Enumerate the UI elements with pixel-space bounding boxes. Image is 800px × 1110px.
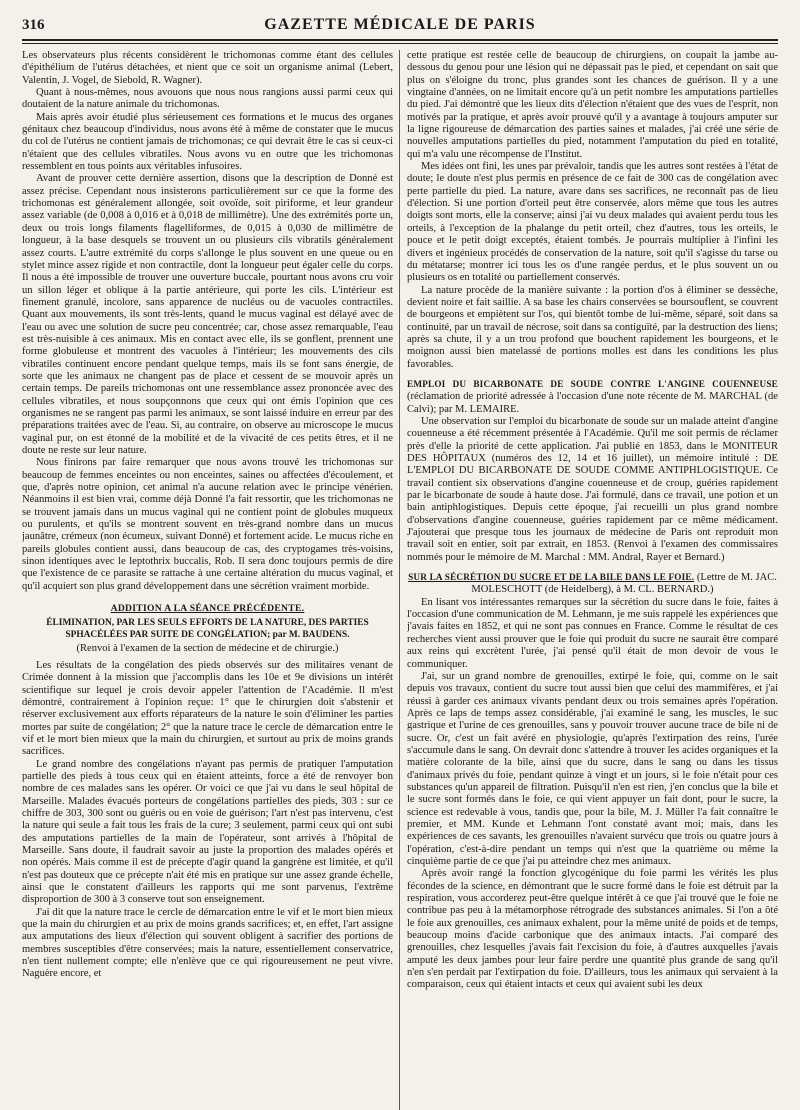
text-columns	[22, 50, 778, 1110]
paragraph: J'ai, sur un grand nombre de grenouilles, extirpé le foie, qui, comme on le sait depuis vos travaux, contient du sucre tout aussi bien que celui des mammifères, et j'ai réussi à garder ces animaux vivants pendant deux ou trois semaines après l'opération. Après ce laps de temps assez considérable, j'ai examiné le sang, les muscles, le suc gastrique et l'urine de ces grenouilles, sans y pouvoir trouver aucune trace de bile ni de sucre. Or, c'est un fait avéré en physiologie, qu'après l'extirpation des reins, l'urée s'accumule dans le sang. On devrait donc s'attendre à trouver les acides organiques et la matière colorante de la bile, ainsi que du sucre, dans le sang ou dans les tissus d'animaux privés du foie, pendant quinze à vingt et un jours, si le foie n'était pour ces substances qu'un appareil de filtration. Puisqu'il n'en est rien, j'en conclus que la bile et le sucre sont formés dans le foie, ce qui vient appuyer un fait dont, pour le sucre, la science est redevable à vous, tandis que, pour la bile, M. J. Müller l'a fait connaître le premier, et MM. Kunde et Lehmann l'ont constaté avant moi; mais, dans les expériences de ces savants, les grenouilles n'avaient survécu que trois ou quatre jours à l'opération, c'est-à-dire pendant un temps qui n'est que la quatrième ou même la cinquième partie de ce que j'ai pu atteindre chez mes animaux.	[407, 670, 778, 867]
article-title: ÉLIMINATION, PAR LES SEULS EFFORTS DE LA NATURE, DES PARTIES SPHACÉLÉES PAR SUITE DE CONGÉLATION; par M. BAUDENS.	[46, 618, 369, 640]
column-divider	[399, 50, 400, 1110]
article-heading-secretion	[407, 571, 778, 597]
paragraph: Une observation sur l'emploi du bicarbonate de soude sur un malade atteint d'angine couenneuse a été récemment présentée à l'Académie. Qu'il me soit permis de réclamer près d'elle la priorité de cette application. J'ai publié en 1853, dans le MONITEUR DES HÔPITAUX (numéros des 12, 14 et 16 juillet), un mémoire intitulé : DE L'EMPLOI DU BICARBONATE DE SOUDE COMME ANTIPHLOGISTIQUE. Ce travail contient six observations d'angine couenneuse et de croup, guéries rapidement par le bicarbonate de soude à haute dose. J'ai formulé, dans ce travail, une potion et un bain antiphlogistiques. Depuis cette époque, j'ai recueilli un plus grand nombre d'observations d'angine couenneuse, guéries rapidement par ce même médicament. J'ajouterai que presque tous les journaux de médecine de Paris ont reproduit mon travail soit en entier, soit par extrait, en 1853. (Renvoi à l'examen des commissaires nommés pour le mémoire de M. Marchal : MM. Andral, Rayer et Bernard.)	[407, 415, 778, 563]
right-column	[407, 50, 778, 1110]
paragraph: Nous finirons par faire remarquer que nous avons trouvé les trichomonas sur beaucoup de femmes enceintes ou non enceintes, saines ou affectées d'écoulement, et que, d'après notre opinion, cet animal n'a aucune relation avec le principe vénérien. Néanmoins il est bien vrai, comme déjà Donné l'a fait ressortir, que les trichomonas ne se trouvent jamais dans un mucus vaginal qui ne contient point de globules muqueux ou purulents, et qu'ils se montrent souvent en très-grand nombre dans un mucus jaunâtre, crémeux (non écumeux, suivant Donné) et fortement acide. Le mucus riche en pareils globules contient aussi, dans beaucoup de cas, des cryptogames très-voisins, sinon identiques avec le leptothrix buccalis, Rob. Il sera donc toujours permis de dire que l'existence de ce parasite se rattache à une certaine altération du mucus vaginal, et qu'il acquiert son plus grand développement dans une sécrétion vraiment morbide.	[22, 457, 393, 592]
left-column	[22, 50, 393, 1110]
paragraph: J'ai dit que la nature trace le cercle de démarcation entre le vif et le mort bien mieux que la main du chirurgien et au prix de moins grands sacrifices; et, en effet, l'art assigne aux amputations des lieux d'élection qui souvent obligent à sacrifier des portions de membres susceptibles d'être conservées; mais la nature, essentiellement conservatrice, n'en tient nullement compte; elle n'enlève que ce qui rigoureusement ne peut vivre. Naguère encore, et	[22, 906, 393, 980]
article-heading-lead: SUR LA SÉCRÉTION DU SUCRE ET DE LA BILE DANS LE FOIE.	[408, 572, 695, 583]
paragraph: Avant de prouver cette dernière assertion, disons que la description de Donné est assez précise. Cependant nous insisterons particulièrement sur ce que la forme des trichomonas est généralement allongée, soit ovoïde, soit piriforme, et leur grandeur assez variable (de 0,008 à 0,016 et à 0,018 de millimètre). Une des extrémités porte un, deux ou trois longs filaments flagelliformes, de 0,015 à 0,030 de millimètre de longueur, à la base desquels se trouvent un ou plusieurs cils vibratils généralement assez courts. L'autre extrémité du corps s'allonge le plus souvent en une queue ou en stylet mince assez rigide et non contractile, dont la longueur peut égaler celle du corps. Il nous a été impossible de trouver une ouverture buccale, pourtant nous avons cru voir un sillon léger et oblique à la partie antérieure, qui porte les cils. L'intérieur est finement granulé, incolore, sans apparence de nucléus ou de vacuoles contractiles. Quant aux mouvements, ils sont très-lents, quand le mucus vaginal est délayé avec de l'eau ou avec une solution de sucre peu concentrée; car, chose assez remarquable, l'eau est très-nuisible à ces animaux. Mis en contact avec elle, ils se gonflent, prennent une forme globuleuse et montrent des vacuoles à l'intérieur; les mouvements des cils vibratiles continuent encore pendant quelque temps, mais ils se font sans énergie, de sorte que les animaux ne changent pas de place et cessent de se mouvoir après un certain temps. De pareils trichomonas ont une ressemblance assez prononcée avec des cellules vibratiles, et nous soupçonnons que ceux qui ont émis l'opinion que ces organismes ne se rangent pas parmi les animaux, se sont laissé induire en erreur par des préparations traitées avec de l'eau. Si, au contraire, on observe au microscope le mucus vaginal pur, on est étonné de la mobilité et de la vivacité de ces petits êtres, et il ne doute ne reste sur leur nature.	[22, 173, 393, 456]
paragraph: cette pratique est restée celle de beaucoup de chirurgiens, on coupait la jambe au-dessous du genou pour une lésion qui ne dépassait pas le pied, et cependant on sait que plus on s'éloigne du tronc, plus grandes sont les chances de guérison. Il y a une vingtaine d'années, on ne limitait encore qu'à un petit nombre les amputations partielles du pied. J'ai démontré que les lieux dits d'élection n'étaient que des vues de l'esprit, non motivés par la pratique, et après avoir prouvé qu'il y a avantage à toujours amputer sur la ligne rigoureuse de démarcation des parties saines et malades, j'ai créé une série de nouvelles amputations partielles du pied, notamment l'amputation du pied en totalité, qui m'a valu une récompense de l'Institut.	[407, 50, 778, 160]
paragraph: Le grand nombre des congélations n'ayant pas permis de pratiquer l'amputation partielle des pieds à tous ceux qui en étaient atteints, force a été de renvoyer bon nombre de ces malades sans les opérer. Or voici ce que j'ai vu dans le seul hôpital de Marseille. Malades évacués porteurs de congélations partielles des pieds, 303 : sur ce chiffre de 303, 300 sont ou guéris ou en voie de guérison; l'art n'est pas intervenu, c'est la nature qui seule a fait tous les frais de la cure; 3 seulement, parmi ceux qui ont subi des amputations partielles de la main de l'opérateur, sont arrivés à l'hôpital de Marseille. Sans doute, il faudrait savoir au juste la proportion des malades opérés et non opérés. Mais comme il est de précepte d'agir quand la gangrène est limitée, et qu'il n'est pas douteux que ce précepte n'ait été mis en pratique sur une assez grande échelle, ainsi que le constatent d'ailleurs les rapports qui me sont parvenus, l'extrême disproportion de 300 à 3 conserve tout son enseignement.	[22, 758, 393, 906]
paragraph: Mes idées ont fini, les unes par prévaloir, tandis que les autres sont restées à l'état de doute; le doute n'est plus permis en présence de ce fait de 300 cas de congélation avec perte partielle du pied. La nature, avare dans ses sacrifices, ne reconnaît pas de lieu d'élection. Si une portion d'orteil peut être conservée, alors même que tous les autres doigts sont morts, elle la conserve; ainsi j'ai vu deux malades qui avaient perdu tous les orteils, à l'exception de la phalange du petit orteil, chez d'autres, tous les orteils, le pouce et le petit doigt exceptés, étaient tombés. Je pourrais multiplier à l'infini les divers et ingénieux procédés de conservation de la nature, soit qu'il s'agisse du tarse ou du métatarse; montrer ici tous les os d'une rangée perdus, et le plus souvent un ou plusieurs os en totalité ou partiellement conservés.	[407, 161, 778, 284]
paragraph: Les résultats de la congélation des pieds observés sur des militaires venant de Crimée donnent à la mission que j'accomplis dans les 10e et 9e divisions un intérêt scientifique sur lequel je crois devoir appeler l'attention de l'Académie. Il m'est démontré, contrairement à l'opinion reçue: 1° que le chirurgien doit s'abstenir et réserver exclusivement aux efforts réparateurs de la nature le soin d'éliminer les parties mortes par suite de congélation; 2° que la nature trace le cercle de démarcation entre le vif et le mort bien mieux que la main du chirurgien, et surtout au prix de moins grands sacrifices.	[22, 659, 393, 758]
header-rule	[22, 39, 778, 44]
paragraph: La nature procède de la manière suivante : la portion d'os à éliminer se dessèche, devient noire et fait saillie. A sa base les chairs conservées se boursouflent, se couvrent de bourgeons et empiètent sur l'os, qui bientôt tombe de lui-même, séparé, soit dans sa continuité, par un travail de nécrose, soit dans sa contiguïté, par la destruction des liens; après sa chute, il y a un trou profond que bouchent rapidement les bourgeons, et le moignon aussi bien matelassé de portions molles est dans les conditions les plus favorables.	[407, 284, 778, 370]
article-note: (Renvoi à l'examen de la section de médecine et de chirurgie.)	[76, 643, 339, 655]
page-header	[22, 16, 778, 36]
paragraph: En lisant vos intéressantes remarques sur la sécrétion du sucre dans le foie, faites à l'occasion d'une communication de M. Lehmann, je me suis rappelé les expériences que j'avais faites en 1852, et qui ne sont pas connues en France. Comme le résultat de ces recherches vient aussi prouver que le foie qui produit du sucre ne saurait être comparé aux reins qui excrètent l'urée, j'ai pensé qu'il était de mon devoir de vous le communiquer.	[407, 596, 778, 670]
article-heading-rest: (réclamation de priorité adressée à l'occasion d'une note récente de M. MARCHAL (de Calvi); par M. LEMAIRE.	[407, 391, 778, 415]
paragraph: Après avoir rangé la fonction glycogénique du foie parmi les vérités les plus fécondes de la science, en démontrant que le sucre formé dans le foie est détruit par la respiration, vous accorderez peut-être quelque intérêt à ce que j'ai trouvé que le foie ne contribue pas peu à la métamorphose rétrograde des substances animales. Si l'on a ôté le foie aux grenouilles, ces animaux exhalent, pour la même unité de poids et de temps, beaucoup moins d'acide carbonique que des animaux intacts. J'ai comparé des grenouilles, chez lesquelles j'avais fait l'excision du foie, à d'autres auxquelles j'avais amputé les deux jambes pour leur faire perdre une quantité plus grande de sang qu'il n'en s'en perdait par l'extirpation du foie. D'ailleurs, tous les animaux qui servaient à la comparaison, ceux qui étaient intacts et ceux qui avaient subi les deux	[407, 868, 778, 991]
article-heading-rest: (Lettre de M. JAC. MOLESCHOTT (de Heidelberg), à M. CL. BERNARD.)	[471, 572, 777, 596]
article-heading-bicarbonate	[407, 378, 778, 416]
journal-title: GAZETTE MÉDICALE DE PARIS	[264, 16, 536, 33]
paragraph: Les observateurs plus récents considèrent le trichomonas comme étant des cellules d'épithélium de l'utérus détachées, et nient que ce soit un organisme animal (Lebert, Valentin, J. Vogel, de Siebold, R. Wagner).	[22, 50, 393, 86]
page-number: 316	[22, 17, 45, 33]
paragraph: Quant à nous-mêmes, nous avouons que nous nous rangions aussi parmi ceux qui doutaient de la nature animale du trichomonas.	[22, 87, 393, 111]
paragraph: Mais après avoir étudié plus sérieusement ces formations et le mucus des organes génitaux chez beaucoup d'individus, nous avons été à même de constater que le mucus du col de l'utérus ne contient jamais de trichomonas; ce qui devrait être le cas si ceux-ci n'étaient que des cellules vibratiles. Nous avons vu en outre que les trichomonas ressemblent en tous points aux véritables infusoires.	[22, 111, 393, 173]
section-title: ADDITION A LA SÉANCE PRÉCÉDENTE.	[110, 603, 305, 615]
article-heading-lead: EMPLOI DU BICARBONATE DE SOUDE CONTRE L'ANGINE COUENNEUSE	[407, 378, 778, 389]
